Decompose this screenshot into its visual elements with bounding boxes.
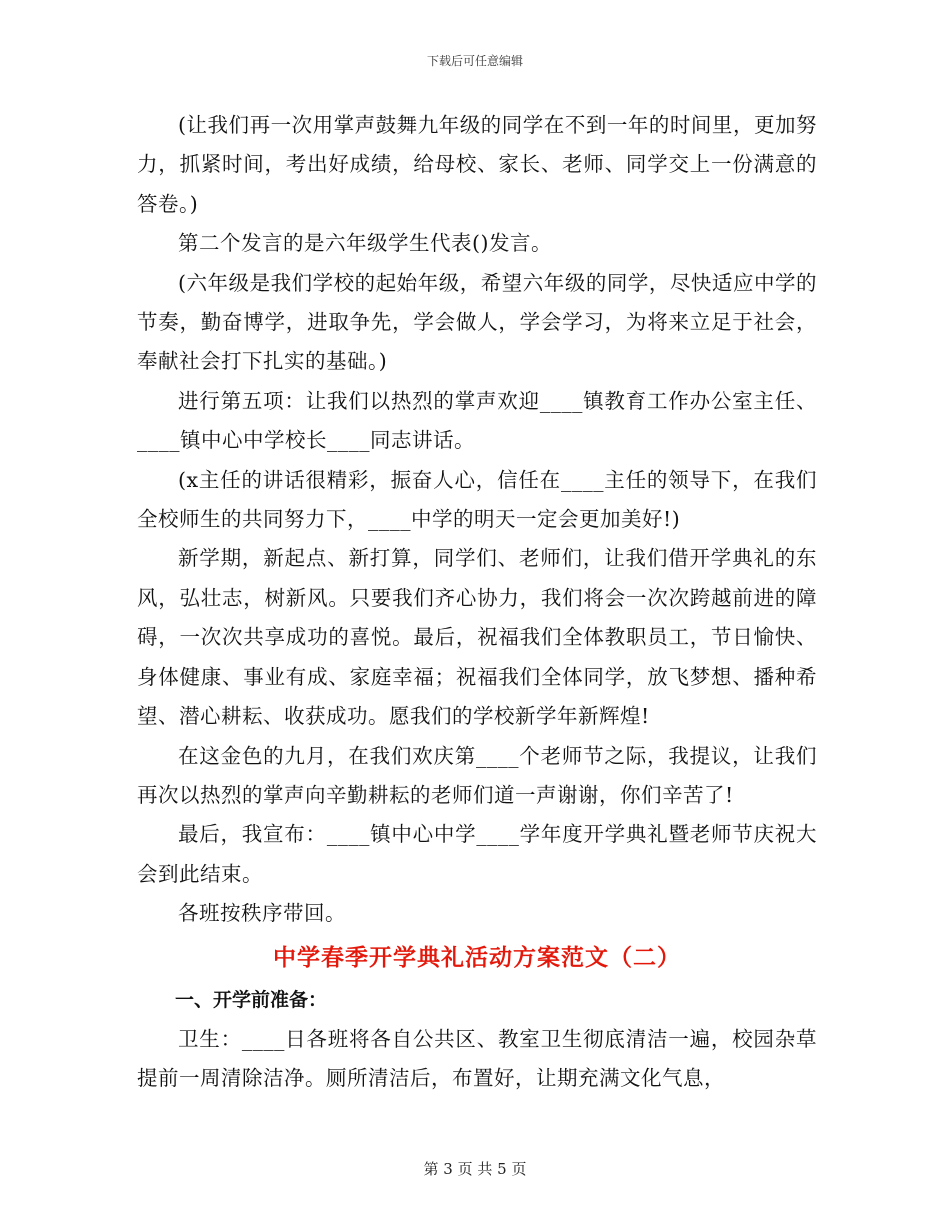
paragraph-dismiss: 各班按秩序带回。 <box>178 901 346 926</box>
paragraph-encourage-grade9: (让我们再一次用掌声鼓舞九年级的同学在不到一年的时间里，更加努力，抓紧时间，考出好成绩，给母校、家长、老师、同学交上一份满意的答卷。) <box>137 113 817 216</box>
page-header-note: 下载后可任意编辑 <box>426 54 523 68</box>
section-title: 中学春季开学典礼活动方案范文（二） <box>273 944 681 971</box>
paragraph-new-semester: 新学期，新起点、新打算，同学们、老师们，让我们借开学典礼的东风，弘壮志，树新风。只要我们齐心协力，我们将会一次次跨越前进的障碍，一次次共享成功的喜悦。最后，祝福我们全体教职员工，节日愉快、身体健康、事业有成、家庭幸福；祝福我们全体同学，放飞梦想、播种希望、潜心耕耘、收获成功。愿我们的学校新学年新辉煌! <box>137 546 817 729</box>
paragraph-director-speech: (x主任的讲话很精彩，振奋人心，信任在____主任的领导下，在我们全校师生的共同努力下，____中学的明天一定会更加美好!) <box>137 467 817 532</box>
paragraph-hygiene: 卫生：____日各班将各自公共区、教室卫生彻底清洁一遍，校园杂草提前一周清除洁净。厕所清洁后，布置好，让期充满文化气息， <box>137 1026 817 1090</box>
paragraph-teachers-day: 在这金色的九月，在我们欢庆第____个老师节之际，我提议，让我们再次以热烈的掌声向辛勤耕耘的老师们道一声谢谢，你们辛苦了! <box>137 743 817 807</box>
page-number: 第 3 页 共 5 页 <box>423 1160 527 1178</box>
paragraph-item-five: 进行第五项：让我们以热烈的掌声欢迎____镇教育工作办公室主任、____镇中心中学校长____同志讲话。 <box>137 388 817 453</box>
paragraph-closing: 最后，我宣布：____镇中心中学____学年度开学典礼暨老师节庆祝大会到此结束。 <box>137 822 817 886</box>
document-body <box>137 106 817 1098</box>
paragraph-second-speaker: 第二个发言的是六年级学生代表()发言。 <box>178 231 552 256</box>
paragraph-grade6-hope: (六年级是我们学校的起始年级，希望六年级的同学，尽快适应中学的节奏，勤奋博学，进取争先，学会做人，学会学习，为将来立足于社会，奉献社会打下扎实的基础。) <box>137 270 817 374</box>
subheading-preparation: 一、开学前准备： <box>175 988 328 1011</box>
